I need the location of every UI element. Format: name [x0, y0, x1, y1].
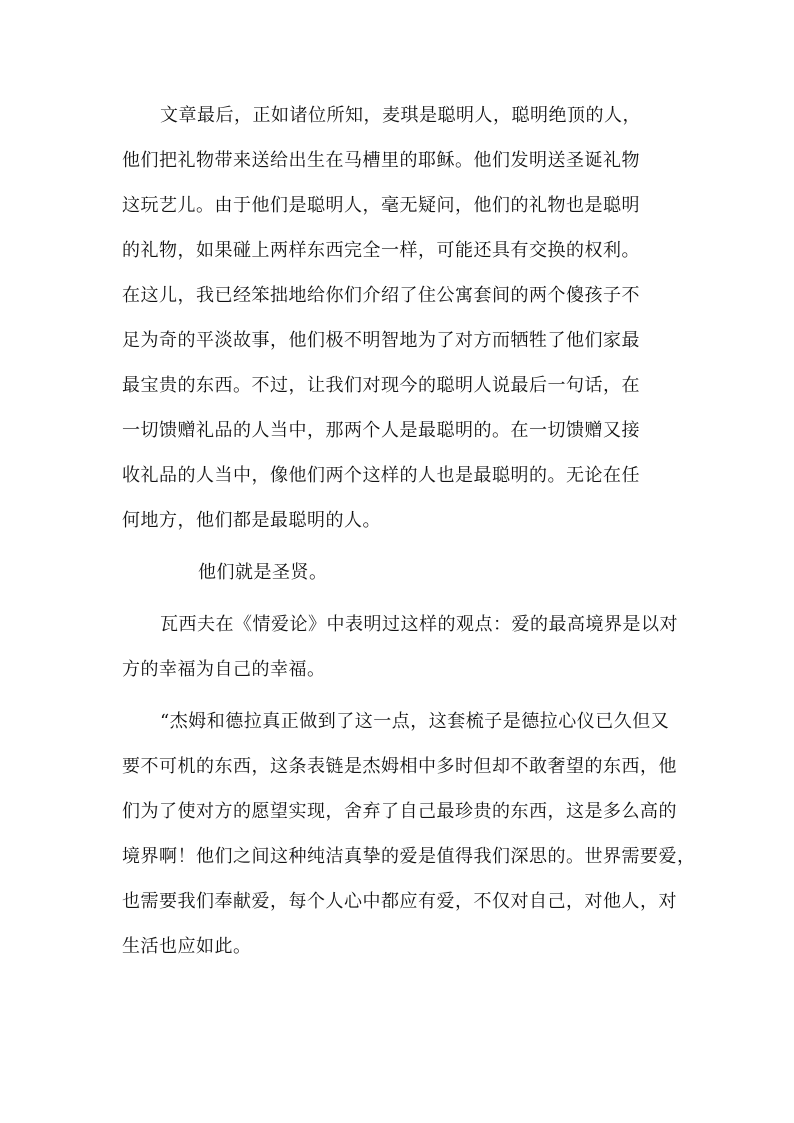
- paragraph-line: 收礼品的人当中，像他们两个这样的人也是最聪明的。无论在任: [122, 465, 640, 486]
- paragraph-line: 足为奇的平淡故事，他们极不明智地为了对方而牺牲了他们家最: [122, 330, 640, 351]
- paragraph-line: “杰姆和德拉真正做到了这一点，这套梳子是德拉心仪已久但又: [160, 711, 670, 732]
- paragraph-line: 也需要我们奉献爱，每个人心中都应有爱，不仅对自己，对他人，对: [122, 891, 677, 912]
- paragraph-line: 他们就是圣贤。: [198, 562, 328, 583]
- paragraph-line: 们为了使对方的愿望实现，舍弃了自己最珍贵的东西，这是多么高的: [122, 801, 677, 822]
- paragraph-line: 一切馈赠礼品的人当中，那两个人是最聪明的。在一切馈赠又接: [122, 420, 640, 441]
- paragraph-line: 文章最后，正如诸位所知，麦琪是聪明人，聪明绝顶的人，: [160, 105, 641, 126]
- paragraph-line: 生活也应如此。: [122, 936, 252, 957]
- paragraph-line: 他们把礼物带来送给出生在马槽里的耶稣。他们发明送圣诞礼物: [122, 150, 640, 171]
- paragraph-line: 这玩艺儿。由于他们是聪明人，毫无疑问，他们的礼物也是聪明: [122, 195, 640, 216]
- paragraph-line: 在这儿，我已经笨拙地给你们介绍了住公寓套间的两个傻孩子不: [122, 285, 640, 306]
- paragraph-line: 要不可机的东西，这条表链是杰姆相中多时但却不敢奢望的东西，他: [122, 756, 677, 777]
- paragraph-line: 何地方，他们都是最聪明的人。: [122, 510, 381, 531]
- paragraph-line: 方的幸福为自己的幸福。: [122, 659, 326, 680]
- paragraph-line: 瓦西夫在《情爱论》中表明过这样的观点：爱的最高境界是以对: [160, 614, 678, 635]
- paragraph-line: 境界啊！他们之间这种纯洁真挚的爱是值得我们深思的。世界需要爱，: [122, 846, 696, 867]
- paragraph-line: 的礼物，如果碰上两样东西完全一样，可能还具有交换的权利。: [122, 240, 640, 261]
- paragraph-line: 最宝贵的东西。不过，让我们对现今的聪明人说最后一句话，在: [122, 375, 640, 396]
